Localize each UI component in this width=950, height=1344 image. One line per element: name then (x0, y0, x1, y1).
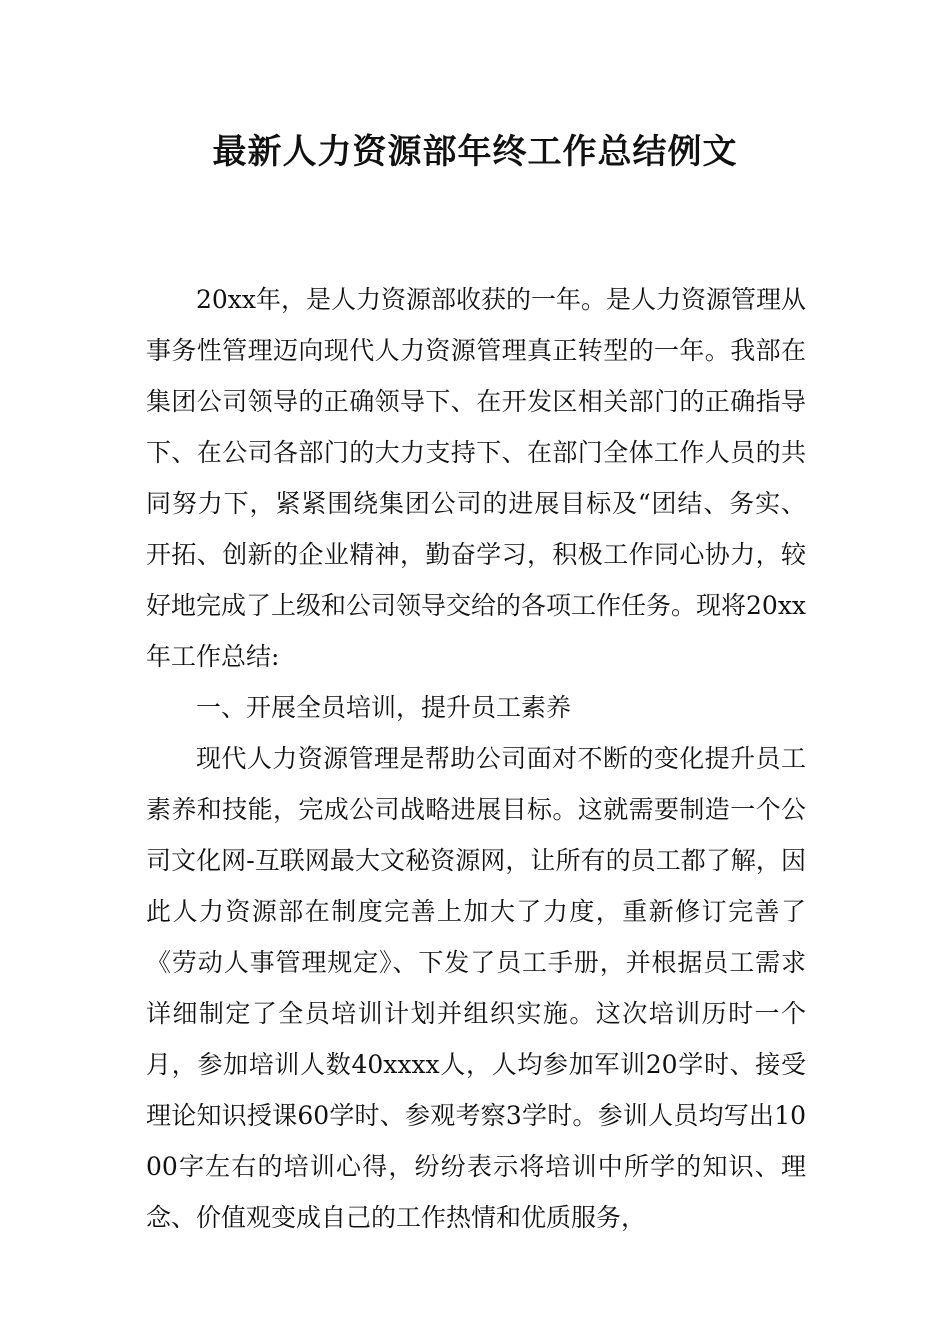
section-paragraph: 现代人力资源管理是帮助公司面对不断的变化提升员工素养和技能，完成公司战略进展目标。这就需要制造一个公司文化网-互联网最大文秘资源网，让所有的员工都了解，因此人力资源部在制度完善上加大了力度，重新修订完善了《劳动人事管理规定》、下发了员工手册，并根据员工需求详细制定了全员培训计划并组织实施。这次培训历时一个月，参加培训人数40xxxx人，人均参加军训20学时、接受理论知识授课60学时、参观考察3学时。参训人员均写出1000字左右的培训心得，纷纷表示将培训中所学的知识、理念、价值观变成自己的工作热情和优质服务， (146, 744, 806, 1232)
intro-paragraph: 20xx年，是人力资源部收获的一年。是人力资源管理从事务性管理迈向现代人力资源管理真正转型的一年。我部在集团公司领导的正确领导下、在开发区相关部门的正确指导下、在公司各部门的大力支持下、在部门全体工作人员的共同努力下，紧紧围绕集团公司的进展目标及“团结、务实、开拓、创新的企业精神，勤奋学习，积极工作同心协力，较好地完成了上级和公司领导交给的各项工作任务。现将20xx年工作总结: (146, 285, 807, 671)
document-body (146, 274, 806, 1243)
document-title: 最新人力资源部年终工作总结例文 (212, 132, 738, 172)
section-heading: 一、开展全员培训，提升员工素养 (196, 693, 572, 722)
